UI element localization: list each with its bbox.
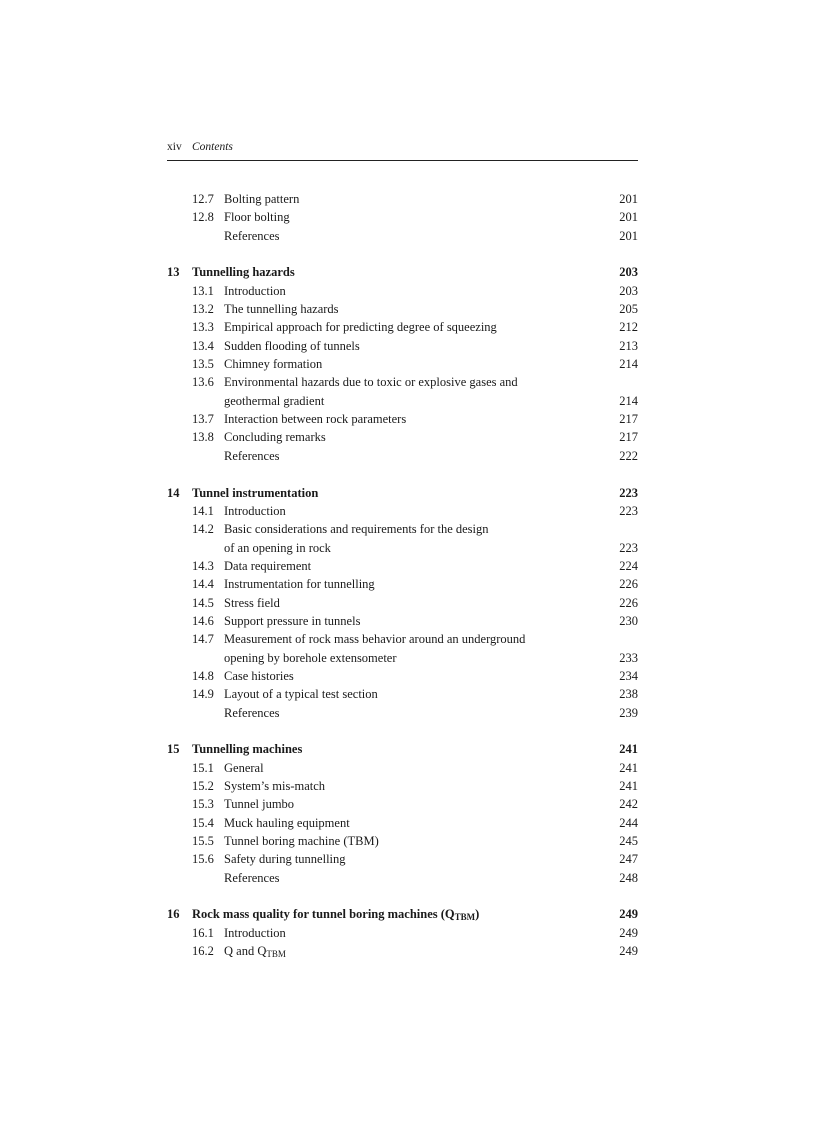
entry-title-text: geothermal gradient bbox=[224, 393, 325, 408]
entry-title-text: References bbox=[224, 228, 280, 243]
toc-entry-row[interactable] bbox=[167, 208, 638, 226]
page-number: 249 bbox=[619, 925, 638, 940]
section-number: 14.4 bbox=[192, 577, 214, 592]
page-number: 241 bbox=[619, 760, 638, 775]
chapter-number: 15 bbox=[167, 742, 180, 757]
entry-title bbox=[224, 190, 299, 208]
entry-title bbox=[224, 759, 264, 777]
title-subscript: TBM bbox=[454, 912, 476, 923]
page-number: 233 bbox=[619, 650, 638, 665]
toc-entry-row[interactable] bbox=[167, 428, 638, 446]
entry-title-text: References bbox=[224, 448, 280, 463]
entry-title-text: of an opening in rock bbox=[224, 540, 331, 555]
toc-entry-row[interactable] bbox=[167, 300, 638, 318]
page-number: 242 bbox=[619, 797, 638, 812]
section-number: 14.7 bbox=[192, 632, 214, 647]
entry-title bbox=[224, 667, 294, 685]
entry-title bbox=[224, 428, 326, 446]
toc-entry-row[interactable] bbox=[167, 869, 638, 887]
toc-chapter-row[interactable] bbox=[167, 484, 638, 502]
page-number: 244 bbox=[619, 815, 638, 830]
entry-title-text: Sudden flooding of tunnels bbox=[224, 338, 360, 353]
entry-title-text: Basic considerations and requirements for the design bbox=[224, 522, 489, 537]
entry-title-text: Rock mass quality for tunnel boring machines (Q bbox=[192, 907, 455, 922]
toc-chapter-row[interactable] bbox=[167, 740, 638, 758]
toc-entry-row[interactable] bbox=[167, 759, 638, 777]
page-number: 247 bbox=[619, 852, 638, 867]
section-number: 15.4 bbox=[192, 815, 214, 830]
toc-entry-row[interactable] bbox=[167, 630, 638, 648]
page-number: 201 bbox=[619, 192, 638, 206]
entry-title-text: Tunnel boring machine (TBM) bbox=[224, 834, 379, 849]
section-number: 14.2 bbox=[192, 522, 214, 537]
entry-title bbox=[224, 850, 346, 868]
chapter-title bbox=[192, 484, 318, 502]
entry-title-text: Case histories bbox=[224, 668, 294, 683]
page-number: 217 bbox=[619, 430, 638, 445]
page-number: 201 bbox=[619, 228, 638, 243]
toc-entry-row[interactable] bbox=[167, 832, 638, 850]
entry-title bbox=[224, 924, 286, 942]
entry-title-text: System’s mis-match bbox=[224, 779, 326, 793]
page-number: 238 bbox=[619, 687, 638, 702]
entry-title-text: Introduction bbox=[224, 925, 286, 940]
entry-title-text: Safety during tunnelling bbox=[224, 852, 346, 867]
entry-title bbox=[224, 300, 339, 318]
section-number: 15.6 bbox=[192, 852, 214, 867]
page-number: 214 bbox=[619, 393, 638, 408]
entry-title bbox=[224, 373, 518, 391]
entry-title-text: Introduction bbox=[224, 503, 286, 518]
section-number: 12.8 bbox=[192, 210, 214, 225]
entry-title-text: Stress field bbox=[224, 595, 280, 610]
section-number: 14.6 bbox=[192, 613, 214, 628]
section-number: 15.2 bbox=[192, 779, 214, 793]
entry-title-text: Environmental hazards due to toxic or explosive gases and bbox=[224, 375, 518, 390]
header-page-number: xiv bbox=[167, 141, 182, 153]
running-header bbox=[167, 140, 638, 161]
entry-title-text: Muck hauling equipment bbox=[224, 815, 350, 830]
entry-title-text: Chimney formation bbox=[224, 357, 323, 372]
page-number: 203 bbox=[619, 265, 638, 280]
entry-title-text: Support pressure in tunnels bbox=[224, 613, 361, 628]
toc-entry-row[interactable] bbox=[167, 667, 638, 685]
toc-entry-row[interactable] bbox=[167, 942, 638, 960]
section-number: 14.9 bbox=[192, 687, 214, 702]
entry-title bbox=[224, 594, 280, 612]
page-number: 249 bbox=[619, 907, 638, 922]
toc-entry-row[interactable] bbox=[167, 814, 638, 832]
entry-title-text: Empirical approach for predicting degree of squeezing bbox=[224, 320, 497, 335]
toc-entry-row[interactable] bbox=[167, 539, 638, 557]
section-number: 14.8 bbox=[192, 668, 214, 683]
toc-entry-row[interactable] bbox=[167, 704, 638, 722]
toc-entry-row[interactable] bbox=[167, 502, 638, 520]
section-number: 15.5 bbox=[192, 834, 214, 849]
entry-title-text: Tunnelling hazards bbox=[192, 265, 295, 280]
toc-entry-row[interactable] bbox=[167, 557, 638, 575]
entry-title-text: Tunnel instrumentation bbox=[192, 485, 319, 500]
entry-title-text: Data requirement bbox=[224, 558, 312, 573]
section-number: 14.5 bbox=[192, 595, 214, 610]
section-number: 13.5 bbox=[192, 357, 214, 372]
entry-title-text: Q and Q bbox=[224, 944, 267, 959]
section-number: 12.7 bbox=[192, 192, 214, 206]
page-number: 226 bbox=[619, 595, 638, 610]
toc-entry-row[interactable] bbox=[167, 337, 638, 355]
chapter-title bbox=[192, 905, 479, 923]
toc-entry-row[interactable] bbox=[167, 795, 638, 813]
entry-title bbox=[224, 355, 322, 373]
toc-entry-row[interactable] bbox=[167, 318, 638, 336]
toc-chapter-row[interactable] bbox=[167, 263, 638, 281]
page-number: 245 bbox=[619, 834, 638, 849]
entry-title bbox=[224, 777, 325, 795]
entry-title bbox=[224, 227, 280, 245]
section-number: 13.7 bbox=[192, 412, 214, 427]
entry-title bbox=[224, 318, 497, 336]
page-number: 248 bbox=[619, 870, 638, 885]
title-suffix: ) bbox=[475, 907, 480, 922]
entry-title bbox=[224, 337, 360, 355]
toc-entry-row[interactable] bbox=[167, 410, 638, 428]
chapter-number: 14 bbox=[167, 485, 180, 500]
page-number: 212 bbox=[619, 320, 638, 335]
page-number: 224 bbox=[619, 558, 638, 573]
page-number: 230 bbox=[619, 613, 638, 628]
toc-entry-row[interactable] bbox=[167, 777, 638, 795]
entry-title-text: Measurement of rock mass behavior around an underground bbox=[224, 632, 526, 647]
section-number: 14.3 bbox=[192, 558, 214, 573]
chapter-title bbox=[192, 263, 295, 281]
page-number: 222 bbox=[619, 448, 638, 463]
entry-title-text: Introduction bbox=[224, 283, 286, 298]
page-number: 239 bbox=[619, 705, 638, 720]
page-number: 241 bbox=[619, 779, 638, 793]
entry-title bbox=[224, 410, 406, 428]
section-number: 15.3 bbox=[192, 797, 214, 812]
page-number: 223 bbox=[619, 503, 638, 518]
section-number: 15.1 bbox=[192, 760, 214, 775]
page-number: 205 bbox=[619, 302, 638, 317]
toc-entry-row[interactable] bbox=[167, 924, 638, 942]
page-number: 203 bbox=[619, 283, 638, 298]
page-number: 241 bbox=[619, 742, 638, 757]
entry-title bbox=[224, 208, 290, 226]
toc-chapter-row[interactable] bbox=[167, 905, 638, 923]
section-number: 13.6 bbox=[192, 375, 214, 390]
entry-title bbox=[224, 612, 360, 630]
chapter-number: 13 bbox=[167, 265, 180, 280]
page-number: 213 bbox=[619, 338, 638, 353]
entry-title bbox=[224, 575, 375, 593]
page-number: 223 bbox=[619, 485, 638, 500]
entry-title bbox=[224, 282, 286, 300]
section-number: 13.2 bbox=[192, 302, 214, 317]
page-number: 223 bbox=[619, 540, 638, 555]
entry-title bbox=[224, 814, 350, 832]
page-number: 214 bbox=[619, 357, 638, 372]
entry-title-text: Bolting pattern bbox=[224, 192, 300, 206]
toc-entry-row[interactable] bbox=[167, 282, 638, 300]
entry-title bbox=[224, 649, 397, 667]
entry-title-text: opening by borehole extensometer bbox=[224, 650, 397, 665]
section-number: 16.2 bbox=[192, 944, 214, 959]
section-number: 13.4 bbox=[192, 338, 214, 353]
section-number: 14.1 bbox=[192, 503, 214, 518]
section-number: 16.1 bbox=[192, 925, 214, 940]
entry-title bbox=[224, 685, 378, 703]
toc-entry-row[interactable] bbox=[167, 685, 638, 703]
toc-entry-row[interactable] bbox=[167, 612, 638, 630]
entry-title-text: General bbox=[224, 760, 264, 775]
section-number: 13.8 bbox=[192, 430, 214, 445]
entry-title bbox=[224, 557, 311, 575]
table-of-contents bbox=[167, 190, 638, 960]
entry-title bbox=[224, 869, 280, 887]
toc-entry-row[interactable] bbox=[167, 649, 638, 667]
section-number: 13.3 bbox=[192, 320, 214, 335]
toc-entry-row[interactable] bbox=[167, 575, 638, 593]
toc-entry-row[interactable] bbox=[167, 594, 638, 612]
entry-title bbox=[224, 392, 324, 410]
chapter-title bbox=[192, 740, 302, 758]
entry-title bbox=[224, 942, 286, 960]
entry-title bbox=[224, 630, 525, 648]
entry-title bbox=[224, 520, 489, 538]
page-number: 234 bbox=[619, 668, 638, 683]
entry-title-text: References bbox=[224, 705, 280, 720]
toc-entry-row[interactable] bbox=[167, 227, 638, 245]
page-number: 217 bbox=[619, 412, 638, 427]
entry-title-text: Concluding remarks bbox=[224, 430, 326, 445]
entry-title bbox=[224, 832, 379, 850]
section-number: 13.1 bbox=[192, 283, 214, 298]
entry-title bbox=[224, 447, 280, 465]
page-number: 249 bbox=[619, 944, 638, 959]
toc-entry-row[interactable] bbox=[167, 355, 638, 373]
entry-title-text: Layout of a typical test section bbox=[224, 687, 378, 702]
page-number: 201 bbox=[619, 210, 638, 225]
entry-title-text: The tunnelling hazards bbox=[224, 302, 339, 317]
entry-title-text: References bbox=[224, 870, 280, 885]
header-running-title: Contents bbox=[192, 141, 233, 153]
chapter-number: 16 bbox=[167, 907, 180, 922]
entry-title-text: Tunnel jumbo bbox=[224, 797, 295, 812]
entry-title bbox=[224, 704, 280, 722]
toc-entry-row[interactable] bbox=[167, 447, 638, 465]
title-subscript: TBM bbox=[266, 949, 286, 960]
page-number: 226 bbox=[619, 577, 638, 592]
entry-title bbox=[224, 795, 294, 813]
toc-entry-row[interactable] bbox=[167, 190, 638, 208]
toc-entry-row[interactable] bbox=[167, 850, 638, 868]
toc-entry-row[interactable] bbox=[167, 392, 638, 410]
entry-title-text: Instrumentation for tunnelling bbox=[224, 577, 375, 592]
entry-title bbox=[224, 502, 286, 520]
entry-title-text: Tunnelling machines bbox=[192, 742, 303, 757]
toc-entry-row[interactable] bbox=[167, 373, 638, 391]
entry-title-text: Interaction between rock parameters bbox=[224, 412, 407, 427]
toc-entry-row[interactable] bbox=[167, 520, 638, 538]
entry-title bbox=[224, 539, 331, 557]
entry-title-text: Floor bolting bbox=[224, 210, 290, 225]
